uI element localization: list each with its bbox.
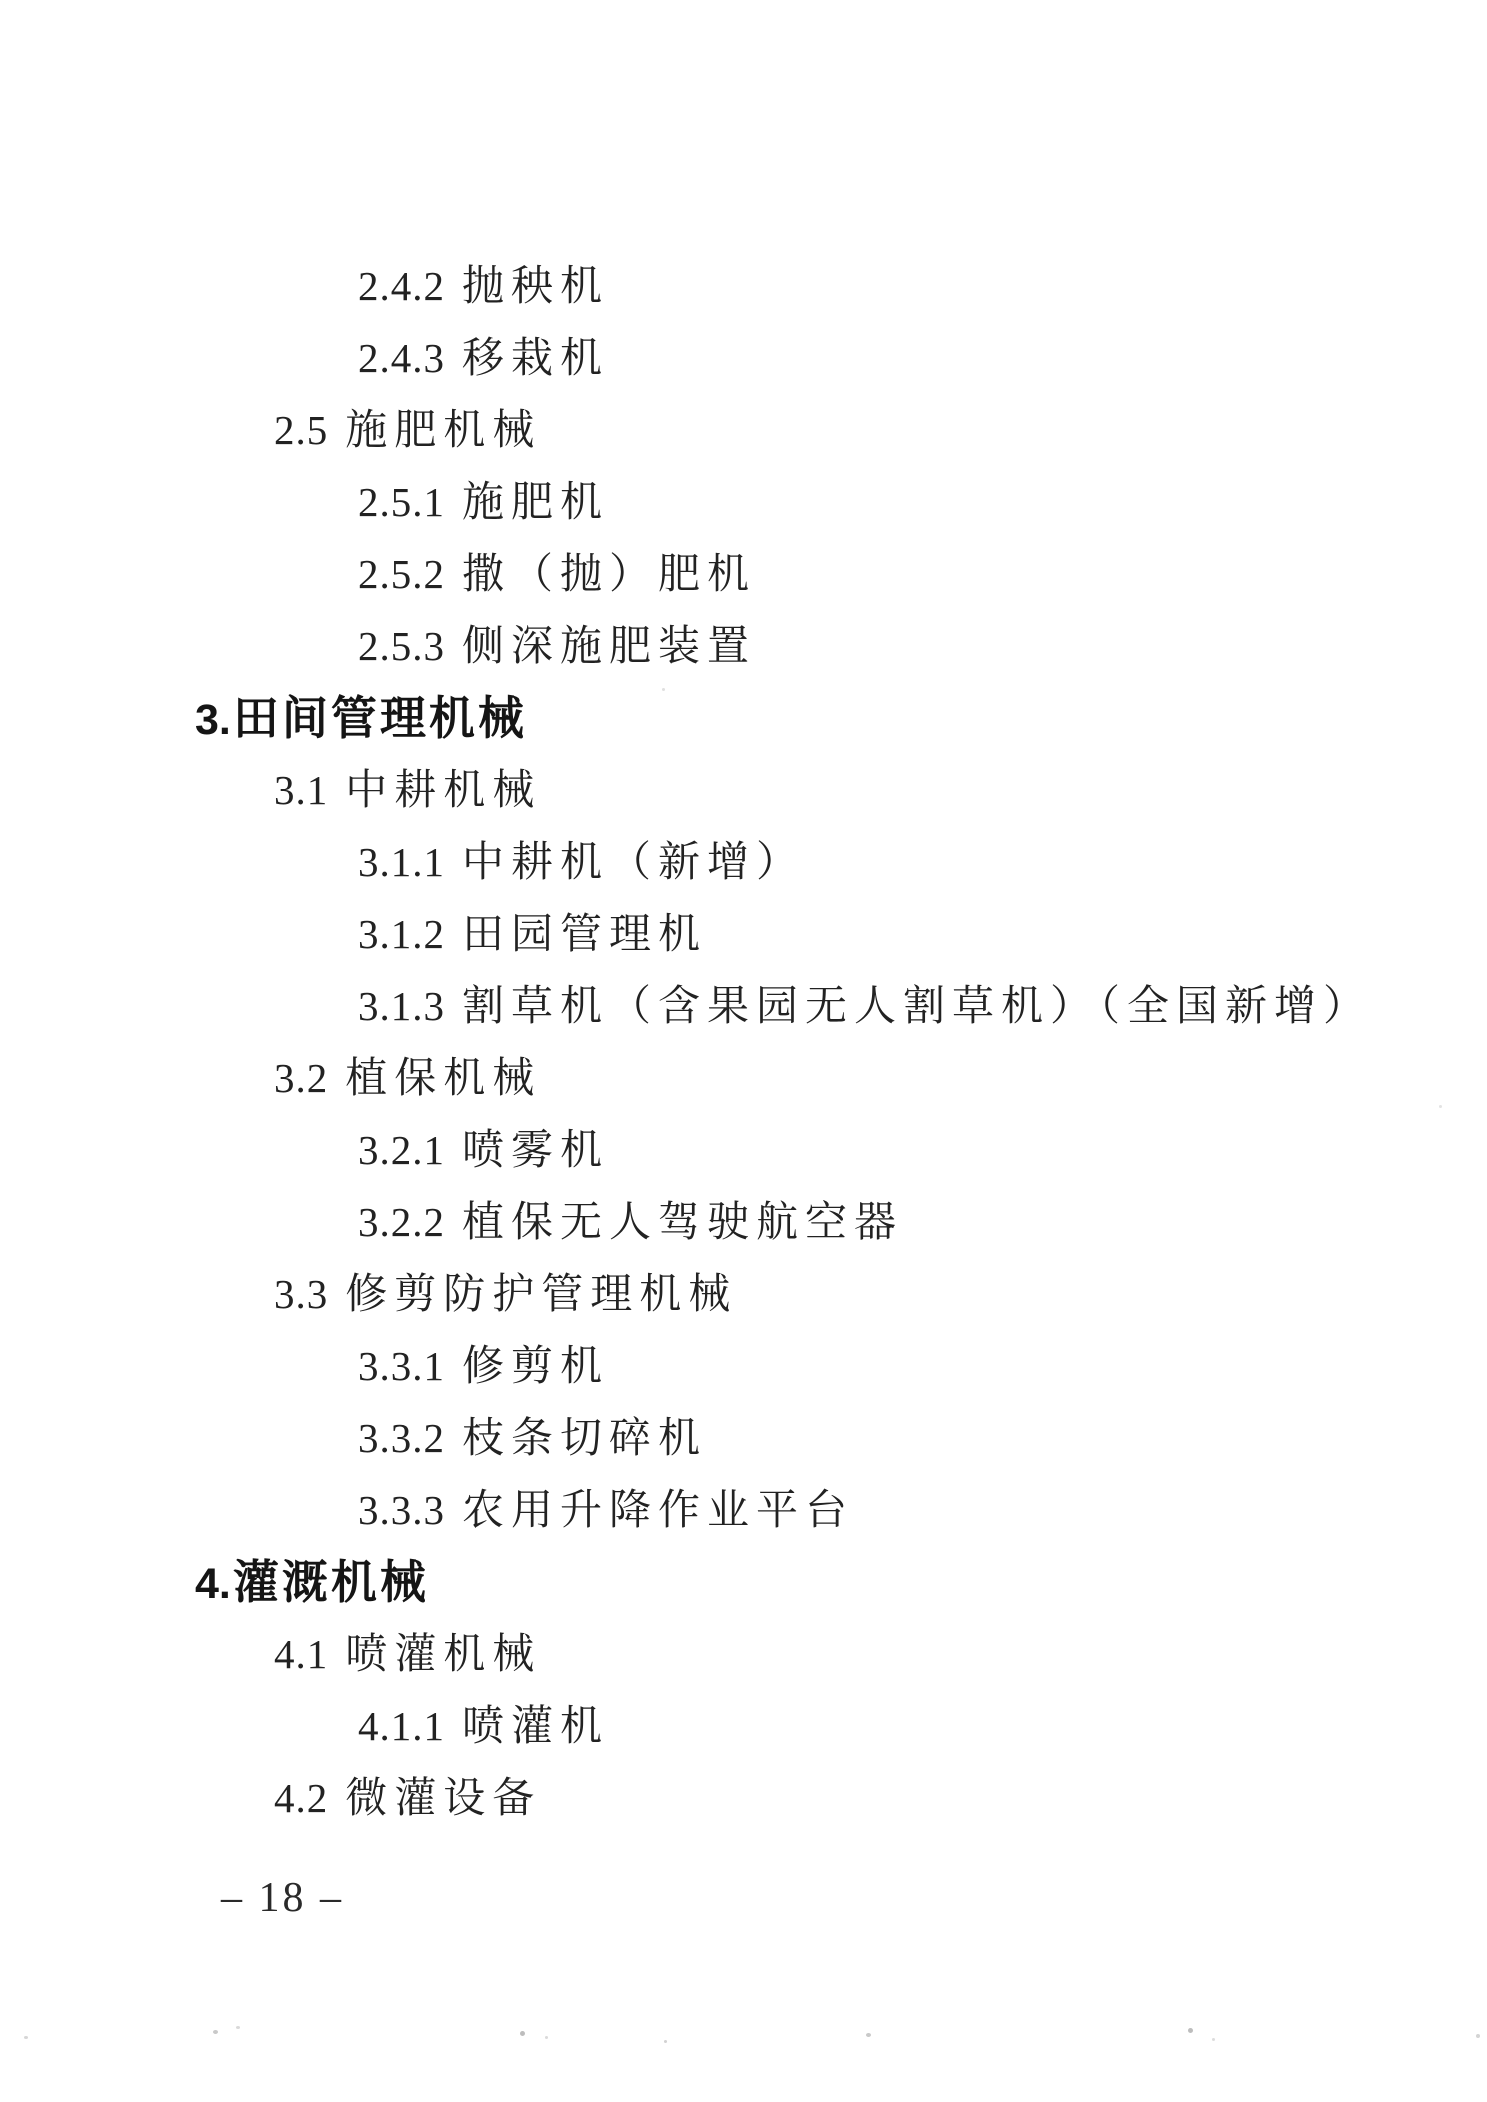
outline-item-2-5-1	[0, 466, 1487, 538]
outline-item-number: 2.5.3	[358, 623, 445, 669]
outline-item-text: 修剪机	[462, 1344, 610, 1390]
outline-item-3-1-1	[0, 826, 1487, 898]
scan-speck	[545, 2036, 548, 2039]
outline-item-number: 4.1.1	[358, 1703, 445, 1749]
outline-item-text: 中耕机械	[345, 768, 542, 814]
outline-item-2-5	[0, 394, 1487, 466]
outline-item-4	[0, 1546, 1487, 1618]
scan-speck	[1212, 2038, 1215, 2041]
outline-item-4-2	[0, 1762, 1487, 1834]
outline-item-number: 2.4.2	[358, 263, 445, 309]
outline-item-text: 抛秧机	[462, 264, 610, 310]
outline-item-4-1-1	[0, 1690, 1487, 1762]
outline-item-3-1-3	[0, 970, 1487, 1042]
outline-list	[0, 250, 1487, 1834]
outline-item-number: 4.1	[274, 1631, 329, 1677]
outline-item-3-3	[0, 1258, 1487, 1330]
outline-item-4-1	[0, 1618, 1487, 1690]
page-number: – 18 –	[221, 1875, 344, 1921]
scan-speck	[662, 688, 665, 691]
outline-item-number: 3.3.1	[358, 1343, 445, 1389]
outline-item-text: 侧深施肥装置	[462, 624, 757, 670]
outline-item-text: 施肥机	[462, 480, 610, 526]
outline-item-number: 4.	[195, 1560, 231, 1608]
scan-speck	[24, 2036, 28, 2039]
outline-item-number: 2.5.2	[358, 551, 445, 597]
outline-item-3	[0, 682, 1487, 754]
outline-item-2-5-3	[0, 610, 1487, 682]
scan-speck	[1476, 2034, 1480, 2038]
outline-item-number: 2.4.3	[358, 335, 445, 381]
scan-speck	[664, 2040, 667, 2043]
outline-item-3-3-3	[0, 1474, 1487, 1546]
outline-item-text: 中耕机（新增）	[462, 840, 806, 886]
scan-speck	[866, 2033, 871, 2037]
outline-item-3-1-2	[0, 898, 1487, 970]
outline-item-3-1	[0, 754, 1487, 826]
outline-item-number: 2.5.1	[358, 479, 445, 525]
outline-item-text: 微灌设备	[345, 1776, 542, 1822]
outline-item-text: 植保机械	[345, 1056, 542, 1102]
outline-item-number: 3.2.2	[358, 1199, 445, 1245]
outline-item-3-2	[0, 1042, 1487, 1114]
outline-item-text: 修剪防护管理机械	[345, 1272, 738, 1318]
outline-item-2-5-2	[0, 538, 1487, 610]
outline-item-number: 3.3.3	[358, 1487, 445, 1533]
scan-speck	[1188, 2028, 1193, 2033]
outline-item-text: 施肥机械	[345, 408, 542, 454]
outline-item-number: 2.5	[274, 407, 329, 453]
outline-item-number: 4.2	[274, 1775, 329, 1821]
outline-item-text: 灌溉机械	[232, 1556, 429, 1608]
scan-speck	[236, 2026, 240, 2029]
scan-speck	[520, 2031, 525, 2036]
outline-item-number: 3.2.1	[358, 1127, 445, 1173]
outline-item-3-2-2	[0, 1186, 1487, 1258]
outline-item-number: 3.1.3	[358, 983, 445, 1029]
outline-item-2-4-3	[0, 322, 1487, 394]
outline-item-text: 田间管理机械	[232, 692, 527, 744]
outline-item-number: 3.1.2	[358, 911, 445, 957]
outline-item-text: 田园管理机	[462, 912, 708, 958]
outline-item-text: 喷灌机	[462, 1704, 610, 1750]
outline-item-text: 割草机（含果园无人割草机）（全国新增）	[462, 984, 1373, 1030]
outline-item-text: 喷灌机械	[345, 1632, 542, 1678]
scan-speck	[213, 2030, 218, 2034]
outline-item-number: 3.1	[274, 767, 329, 813]
outline-item-number: 3.2	[274, 1055, 329, 1101]
outline-item-text: 移栽机	[462, 336, 610, 382]
outline-item-text: 撒（抛）肥机	[462, 552, 757, 598]
outline-item-text: 植保无人驾驶航空器	[462, 1200, 904, 1246]
outline-item-number: 3.1.1	[358, 839, 445, 885]
outline-item-text: 农用升降作业平台	[462, 1488, 855, 1534]
outline-item-number: 3.	[195, 696, 231, 744]
scan-speck	[1439, 1105, 1442, 1108]
outline-item-3-2-1	[0, 1114, 1487, 1186]
outline-item-3-3-1	[0, 1330, 1487, 1402]
outline-item-number: 3.3.2	[358, 1415, 445, 1461]
outline-item-number: 3.3	[274, 1271, 329, 1317]
outline-item-text: 枝条切碎机	[462, 1416, 708, 1462]
outline-item-3-3-2	[0, 1402, 1487, 1474]
outline-item-2-4-2	[0, 250, 1487, 322]
outline-item-text: 喷雾机	[462, 1128, 610, 1174]
